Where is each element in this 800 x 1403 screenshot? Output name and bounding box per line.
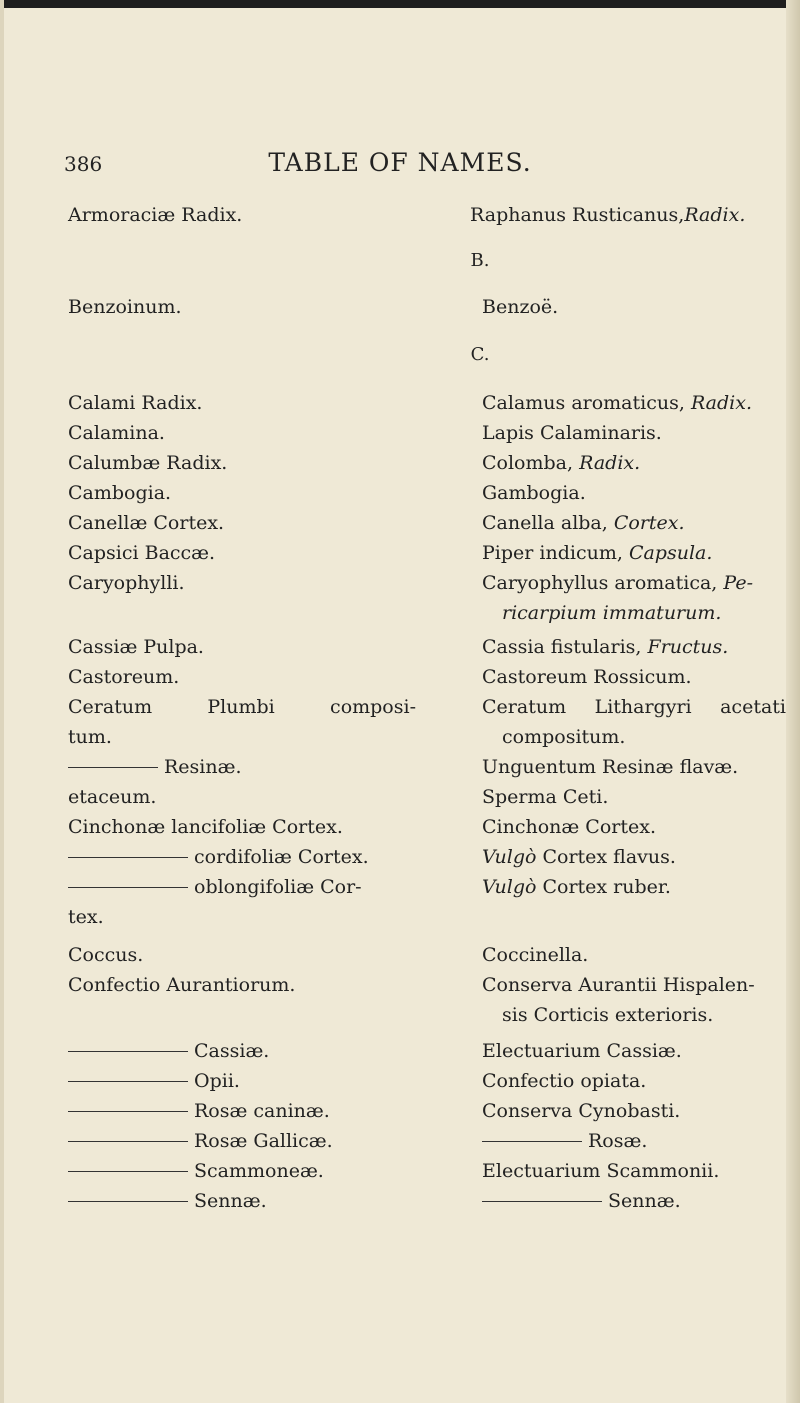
entry-right-italic: Radix. [579,452,641,474]
entry-row [0,1160,800,1188]
entry-row [0,636,800,664]
entry-right-italic: Pe- [723,572,754,594]
entry-right-word: acetati [720,696,786,718]
entry-row-continuation [0,1004,800,1032]
entry-right-text: Raphanus Rusticanus, [470,204,685,226]
entry-right-italic: Fructus. [647,636,729,658]
entry-right-italic: Vulgò [482,846,537,868]
entry-left: Calamina. [68,422,165,444]
entry-left [68,1040,448,1062]
entry-row [0,452,800,480]
entry-right: Gambogia. [482,482,586,504]
entry-row [0,756,800,784]
entry-left-text: Scammoneæ. [194,1160,324,1182]
entry-left [68,756,448,778]
ditto-dash [68,887,188,888]
entry-right: Electuarium Scammonii. [482,1160,720,1182]
entry-left-text: oblongifoliæ Cor- [194,876,362,898]
entry-row [0,786,800,814]
entry-left-cont: tum. [68,726,112,748]
entry-left-word: Ceratum [68,696,153,718]
ditto-dash [482,1201,602,1202]
entry-row [0,296,800,324]
entry-left: Coccus. [68,944,144,966]
entry-left-text: Resinæ. [164,756,242,778]
entry-right [482,696,786,718]
entry-left [68,876,448,898]
entry-right-cont: ricarpium immaturum. [502,602,722,624]
entry-right-text: Cortex ruber. [542,876,671,898]
entry-right [482,1130,800,1152]
entry-left: Calami Radix. [68,392,203,414]
entry-right-text: Cassia fistularis, [482,636,642,658]
page-top-border [0,0,800,8]
entry-right: Benzoë. [482,296,559,318]
entry-left-text: Rosæ caninæ. [194,1100,330,1122]
ditto-dash [68,1111,188,1112]
entry-row [0,876,800,904]
ditto-dash [68,1051,188,1052]
entry-right-text: Rosæ. [588,1130,648,1152]
entry-row [0,482,800,510]
entry-row [0,1190,800,1218]
entry-row [0,944,800,972]
entry-right: Conserva Cynobasti. [482,1100,681,1122]
entry-left: Capsici Baccæ. [68,542,216,564]
page-header [0,148,800,182]
entry-row [0,1070,800,1098]
entry-left [68,1130,448,1152]
entry-left-word: composi- [330,696,416,718]
entry-right-text: Piper indicum, [482,542,623,564]
ditto-dash [68,857,188,858]
entry-row [0,846,800,874]
entry-right-cont: compositum. [502,726,626,748]
entry-row [0,696,800,724]
entry-left-text: cordifoliæ Cortex. [194,846,369,868]
entry-right [482,452,800,474]
entry-left: etaceum. [68,786,157,808]
entry-row [0,974,800,1002]
page-title: TABLE OF NAMES. [268,148,532,177]
entry-left-text: Rosæ Gallicæ. [194,1130,333,1152]
entry-right [482,876,800,898]
entry-left [68,1190,448,1212]
ditto-dash [68,1081,188,1082]
entry-row [0,392,800,420]
entry-right [482,1190,800,1212]
entry-right [482,542,800,564]
entry-row [0,422,800,450]
entry-left [68,696,416,718]
section-letter-b: B. [470,250,490,271]
ditto-dash [68,767,158,768]
entry-right-italic: Cortex. [613,512,685,534]
entry-left-word: Plumbi [207,696,275,718]
entry-row [0,666,800,694]
entry-left: Cambogia. [68,482,172,504]
entry-left: Armoraciæ Radix. [68,204,243,226]
entry-right-italic: Radix. [684,204,746,226]
entry-left: Castoreum. [68,666,180,688]
entry-row [0,816,800,844]
entry-left: Confectio Aurantiorum. [68,974,296,996]
entry-right [482,512,800,534]
entry-right-cont: sis Corticis exterioris. [502,1004,714,1026]
entry-right: Coccinella. [482,944,589,966]
entry-left: Caryophylli. [68,572,185,594]
entry-right [470,204,790,226]
entry-left-text: Cassiæ. [194,1040,270,1062]
entry-right [482,636,800,658]
entry-right: Unguentum Resinæ flavæ. [482,756,739,778]
ditto-dash [68,1141,188,1142]
entry-right: Sperma Ceti. [482,786,609,808]
entry-right: Conserva Aurantii Hispalen- [482,974,755,996]
entry-left: Benzoinum. [68,296,182,318]
entry-right [482,572,800,594]
entry-right [482,846,800,868]
entry-row [0,1040,800,1068]
ditto-dash [68,1201,188,1202]
entry-left-text: Sennæ. [194,1190,267,1212]
entry-right-italic: Capsula. [628,542,713,564]
entry-right: Confectio opiata. [482,1070,647,1092]
entry-row [0,204,800,232]
entry-left [68,846,448,868]
entry-right: Castoreum Rossicum. [482,666,692,688]
entry-right-text: Colomba, [482,452,574,474]
entry-row-continuation [0,602,800,630]
entry-right-italic: Vulgò [482,876,537,898]
entry-right-text: Cortex flavus. [542,846,676,868]
entry-left [68,1070,448,1092]
entry-row-continuation [0,726,800,754]
ditto-dash [482,1141,582,1142]
entry-left [68,1160,448,1182]
entry-right [482,392,800,414]
section-letter-c: C. [470,344,490,365]
entry-left: Cinchonæ lancifoliæ Cortex. [68,816,343,838]
entry-right-text: Caryophyllus aromatica, [482,572,718,594]
entry-right-word: Lithargyri [594,696,692,718]
entry-right-text: Canella alba, [482,512,608,534]
entry-right-italic: Radix. [690,392,753,414]
entry-left [68,1100,448,1122]
entry-right-text: Calamus aromaticus, [482,392,685,414]
ditto-dash [68,1171,188,1172]
entry-row [0,542,800,570]
entry-row [0,1100,800,1128]
entry-left-cont: tex. [68,906,104,928]
entry-row [0,1130,800,1158]
entry-row-continuation [0,906,800,934]
page-number: 386 [64,152,103,176]
entry-left: Canellæ Cortex. [68,512,225,534]
entry-right-word: Ceratum [482,696,567,718]
entry-row [0,572,800,600]
entry-right-text: Sennæ. [608,1190,681,1212]
entry-right: Electuarium Cassiæ. [482,1040,682,1062]
entry-right: Lapis Calaminaris. [482,422,662,444]
entry-left: Cassiæ Pulpa. [68,636,204,658]
entry-right: Cinchonæ Cortex. [482,816,656,838]
entry-row [0,512,800,540]
entry-left-text: Opii. [194,1070,240,1092]
entry-left: Calumbæ Radix. [68,452,228,474]
